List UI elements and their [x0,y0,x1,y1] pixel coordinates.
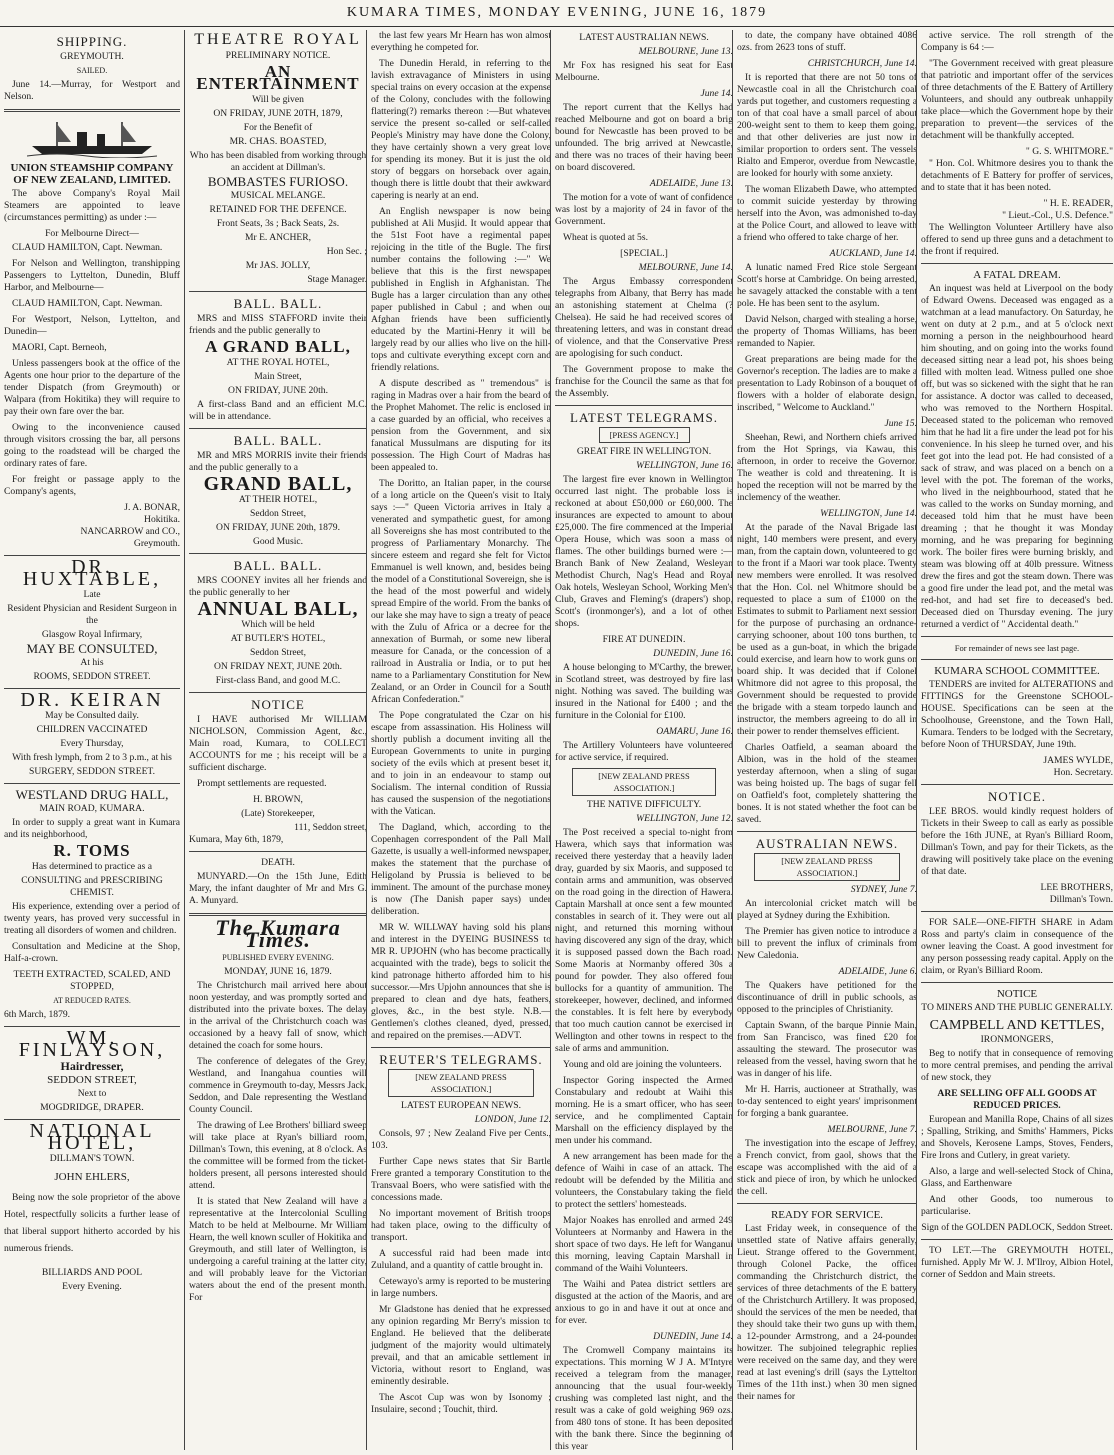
press-agency-tag: [PRESS AGENCY.] [599,427,690,443]
ready-for-service-heading: READY FOR SERVICE. [770,1209,884,1221]
usc-p4: For freight or passage apply to the Company's agents, [4,474,180,497]
finlayson-mog: MOGDRIDGE, DRAPER. [40,1102,144,1113]
ball-heading-3: BALL. BALL. [233,558,323,573]
notice-date: Kumara, May 6th, 1879, [189,834,284,845]
theatre-ancher: Mr E. ANCHER, [244,232,312,243]
usc-nelson: For Nelson and Wellington, transhipping Passengers to Lyttelton, Dunedin, Bluff Harbor, and Melbourne— [4,258,180,293]
cooney-held: Which will be held [241,619,315,630]
c6-p2: "The Government received with great pleasure that patriotic and important offer of the services of three detachments of the E Battery of Artillery Volunteers, and should any outbreak unhappily take place—which the Government hope by their preparation to prevent—the services of the detachment will be thankfully accepted. [921,58,1113,141]
c5-p16: Last Friday week, in consequence of the unsettled state of Native affairs generally, Lieut. Strange offered to the Government, through Colonel Packe, the officer commanding the Christchurch district, the services of three detachments of the E battery of the Christchurch Artillery. It was proposed, should the services of the men be needed, that they should take their two guns up with them, a 12-pounder Armstrong, and a 24-pounder howitzer. The subjoined telegraphic replies were received on the same day, and they were read at last evening's drill (says the Lyttelton Times of the 11th inst.) when 30 men signed their names for [737,1223,917,1402]
huxtable-consult: MAY BE CONSULTED, [26,641,158,656]
keiran-p5: SURGERY, SEDDON STREET. [29,766,155,777]
national-hotel-every: Every Evening. [62,1281,122,1292]
reuter-6: Mr Gladstone has denied that he expressed any opinion regarding Mr Berry's mission to England. He believed that the deliberate judgment of the majority would ultimately prevail, and that an amicable settlement in Victoria, without resort to England, was eminently desirable. [371,1304,551,1387]
huxtable-rooms: ROOMS, SEDDON STREET. [33,671,151,682]
usc-westport: For Westport, Nelson, Lyttelton, and Dunedin— [4,314,180,337]
dateline: OAMARU, June 16. [656,726,733,737]
dateline: WELLINGTON, June 12. [636,813,733,824]
lee-sig2: Dillman's Town. [1049,894,1113,905]
dateline: MELBOURNE, June 7. [827,1124,917,1135]
nz-press-tag: [NEW ZEALAND PRESS ASSOCIATION.] [754,853,900,881]
campbell-kettles-heading: CAMPBELL AND KETTLES, [929,1018,1105,1033]
usc-claud2: CLAUD HAMILTON, Capt. Newman. [12,298,163,309]
divider [371,1047,551,1048]
dateline: WELLINGTON, June 14. [820,508,917,519]
death-p: MUNYARD.—On the 15th June, Edith Mary, the infant daughter of Mr and Mrs G. A. Munyard. [189,871,367,906]
stafford-p: MRS and MISS STAFFORD invite their friends and the public generally to [189,313,367,336]
notice-sig2: (Late) Storekeeper, [241,808,315,819]
divider [4,109,180,112]
morris-p: MR and MRS MORRIS invite their friends and the public generally to a [189,450,367,473]
ck-p2: European and Manilla Rope, Chains of all sizes ; Spalling, Striking, and Smiths' Hammers, Picks and Shovels, Kerosene Lamps, Stoves, Fenders, Fire Irons and Cutlery, in great variety. [921,1114,1113,1161]
notice-p1: I HAVE authorised Mr WILLIAM NICHOLSON, Commission Agent, &c., Main road, Kumara, to COLLECT ACCOUNTS for me ; his receipt will be a sufficient discharge. [189,714,367,773]
notice-p2: Prompt settlements are requested. [197,778,327,789]
drug-p4: His experience, extending over a period of twenty years, has proved very successful in treating all disorders of women and children. [4,901,180,936]
huxtable-late: Late [83,589,101,600]
ck-p3: Also, a large and well-selected Stock of China, Glass, and Earthenware [921,1166,1113,1189]
ck-p1: Beg to notify that in consequence of removing to more central premises, and pending the arrival of new stock, they [921,1048,1113,1083]
theatre-bomb: BOMBASTES FURIOSO. [207,174,349,189]
divider [737,1203,917,1204]
huxtable-p2: Glasgow Royal Infirmary, [41,629,143,640]
c4-a5: The Argus Embassy correspondent telegraphs from Albany, that Berry has made an astonishing statement at Chelma (? Chelsea). He said he had received scores of threatening letters, and was in constant dread of violence, and that the Conservative Press are apologising for such conduct. [555,276,733,359]
kt-p3: The drawing of Lee Brothers' billiard sweep will take place at Ryan's billiard room, Dillman's Town, this evening, at 8 o'clock. As the committee will be formed from the ticket-holders present, all persons interested should attend. [189,1120,367,1191]
latest-telegrams-heading: LATEST TELEGRAMS. [570,410,718,425]
reuter-sub: LATEST EUROPEAN NEWS. [400,1100,521,1111]
c4-a6: The Government propose to make the franchise for the Council the same as that for the Assembly. [555,364,733,399]
usc-greymouth: Greymouth. [133,538,180,549]
kt-p1: The Christchurch mail arrived here about noon yesterday, and was promptly sorted and distributed into the private boxes. The delay in the arrival of the Christchurch coach was occasioned by a heavy fall of snow, which detained the coach for some hours. [189,980,367,1051]
c5-p5: David Nelson, charged with stealing a horse, the property of Thomas Williams, has been remanded to Napier. [737,314,917,349]
column-3 [366,30,551,1450]
ksc-sig: JAMES WYLDE, [1043,755,1113,766]
c5-p6: Great preparations are being made for the Governor's reception. The ladies are to make a presentation to Lady Robinson of a bouquet of flowers with a holder of elaborate design, inscribed, " Welcome to Auckland." [737,354,917,413]
ck-sell: ARE SELLING OFF ALL GOODS AT REDUCED PRICES. [937,1088,1097,1111]
reuter-1: Consols, 97 ; New Zealand Five per Cents., 103. [371,1128,551,1151]
finlayson-street: SEDDON STREET, [47,1074,137,1086]
drug-date: 6th March, 1879. [4,1009,71,1020]
divider [189,553,367,554]
special-tag: [SPECIAL.] [620,248,668,259]
ball-heading-2: BALL. BALL. [233,433,323,448]
sailed-text: June 14.—Murray, for Westport and Nelson. [4,79,180,102]
remainder-note: For remainder of news see last page. [954,643,1080,653]
cooney-date: ON FRIDAY NEXT, JUNE 20th. [213,661,343,672]
dateline: June 14. [700,88,733,99]
cooney-p: MRS COONEY invites all her friends and the public generally to her [189,575,367,598]
kt-p4: It is stated that New Zealand will have a representative at the Intercolonial Sculling Match to be held at Melbourne. Mr William Hearn, the well known sculler of Hokitika and Greymouth, and still later of Wellington, is undergoing a careful training at the latter city, and will probably leave for the Victorian waters about the end of the present month. For [189,1196,367,1303]
c5-p7: Sheehan, Rewi, and Northern chiefs arrived from the Hot Springs, via Kawau, this afternoon, in order to receive the Governor. The weather is cold and threatening. It is hoped the reception will not be marred by the inclemency of the weather. [737,432,917,503]
dateline: DUNEDIN, June 14. [653,1331,733,1342]
theatre-jolly: Mr JAS. JOLLY, [245,260,311,271]
c4-n6: The Waihi and Patea district settlers are disgusted at the action of the Maoris, and are anxious to go in and have it out at once and for ever. [555,1279,733,1326]
divider [921,263,1113,264]
reuter-3: No important movement of British troops had taken place, owing to the difficulty of transport. [371,1208,551,1243]
kumara-times-pub: PUBLISHED EVERY EVENING. [222,953,334,962]
c4-n2: Young and old are joining the volunteers. [563,1059,722,1070]
dateline: DUNEDIN, June 16. [653,648,733,659]
c4-f1: The largest fire ever known in Wellington occurred last night. The probable loss is reckoned at about £50,000 or £60,000. The insurances are expected to amount to about £25,000. The fire commenced at the Imperial Opera House, which was soon a mass of flames. The other buildings burned were :—Branch Bank of New Zealand, Wesleyan Methodist Church, Nag's Head and Royal Oak hotels, Wesleyan School, Working Men's Club, Graves and Fleming's (drapers') shop, Scott's (ironmonger's), and a lot of other shops. [555,474,733,629]
divider [189,291,367,292]
dateline: CHRISTCHURCH, June 14. [807,58,917,69]
steamship-icon [27,118,157,158]
keiran-p3: Every Thursday, [60,738,124,749]
keiran-name: DR. KEIRAN [20,689,164,711]
national-hotel-owner: JOHN EHLERS, [54,1171,130,1183]
c4-n7: The Cromwell Company maintains its expectations. This morning W J A. M'Intyre received a telegram from the manager, announcing that the usual four-weekly crushing was completed last night, and the result was a cake of gold weighing 969 ozs. from 480 tons of stone. It has been deposited with the bank there. Since the beginning of this year [555,1345,733,1450]
divider [921,659,1113,660]
divider [4,783,180,784]
morris-at: AT THEIR HOTEL, [238,494,318,505]
keiran-p2: CHILDREN VACCINATED [36,724,148,735]
kumara-times-title: The Kumara Times. [215,915,341,952]
notice2-sub: TO MINERS AND THE PUBLIC GENERALLY. [921,1002,1113,1013]
c5-p1: to date, the company have obtained 4086 ozs. from 2623 tons of stuff. [737,30,917,53]
c3-p2: The Dunedin Herald, in referring to the lavish extravagance of Ministers in using special trains on every occasion at the expense of the Colony, concludes with the following flattering(?) remarks thereon :—But whatever service the present so-called or self-called People's Ministry may have done the Colony, they have certainly shown a very great love for spending its money. But it is just the old story of beggars on horseback over again, though there is little doubt that their awkward capering is nearly at an end. [371,58,551,201]
keiran-p4: With fresh lymph, from 2 to 3 p.m., at his [12,752,172,763]
c5-p11: The Premier has given notice to introduce a bill to prevent the influx of criminals from New Caledonia. [737,926,917,961]
notice-addr: 111, Seddon street, [294,822,367,833]
divider [555,405,733,406]
c6-p1: active service. The roll strength of the Company is 64 :— [921,30,1113,53]
ck-p4: And other Goods, too numerous to particularise. [921,1194,1113,1217]
divider [921,1239,1113,1240]
morris-grand-ball: GRAND BALL, [203,473,353,495]
masthead: KUMARA TIMES, MONDAY EVENING, JUNE 16, 1879 [0,0,1114,27]
c6-sig3: " Lieut.-Col., U.S. Defence." [1002,210,1113,221]
usc-title: UNION STEAMSHIP COMPANY OF NEW ZEALAND, LIMITED. [10,162,174,186]
column-6 [916,30,1113,1450]
sailed-label: SAILED. [76,66,108,75]
reuter-tag: [NEW ZEALAND PRESS ASSOCIATION.] [388,1069,534,1097]
drug-title: WESTLAND DRUG HALL, [15,787,169,802]
lee-p: LEE BROS. would kindly request holders of Tickets in their Sweep to call as early as possible before the 16th JUNE, at Ryan's Billiard Room, Dillman's Town, and pay for their Tickets, as the drawing will positively take place on the evening of that date. [921,806,1113,877]
usc-maori: MAORI, Capt. Berneoh, [12,342,107,353]
drug-p6: TEETH EXTRACTED, SCALED, AND STOPPED, [13,969,171,992]
cooney-band: First-class Band, and good M.C. [215,675,341,686]
reuter-5: Cetewayo's army is reported to be mustering in large numbers. [371,1276,551,1299]
divider [189,428,367,429]
drug-name: R. TOMS [53,841,131,860]
dateline: MELBOURNE, June 14. [638,262,733,273]
keiran-p1: May be Consulted daily. [45,710,139,721]
theatre-heading: THEATRE ROYAL [194,31,362,48]
theatre-ret: RETAINED FOR THE DEFENCE. [209,204,347,215]
national-hotel-town: DILLMAN'S TOWN. [49,1153,135,1164]
drug-p7: AT REDUCED RATES. [53,996,131,1005]
reuter-heading: REUTER'S TELEGRAMS. [379,1052,543,1067]
death-heading: DEATH. [261,857,295,868]
c5-p13: Captain Swann, of the barque Pinnie Main, from San Francisco, was fined £20 for assaulting the steward. The prosecutor was released from the vessel, having sworn that he was in danger of his life. [737,1020,917,1079]
ironmongers-label: IRONMONGERS, [980,1034,1054,1045]
usc-hokitika: Hokitika. [144,514,180,525]
cooney-at: AT BUTLER'S HOTEL, [230,633,326,644]
c5-p14: Mr H. Harris, auctioneer at Strathally, was to-day sentenced to eight years' imprisonment for forging a bank guarantee. [737,1084,917,1119]
drug-p5: Consultation and Medicine at the Shop, Half-a-crown. [4,941,180,964]
c5-p4: A lunatic named Fred Rice stole Sergeant Scott's horse at Cambridge. On being arrested, he savagely attacked the constable with a tent pole. He has been sent to the asylum. [737,262,917,309]
c4-n1: The Post received a special to-night from Hawera, which says that information was received there yesterday that a heavily laden dray, guarded by six Maoris, and supposed to contain arms and ammunition, was observed on the road going in the direction of Hawera. Captain Marshall at once sent a few mounted constables in search of it. They were out all night, and returned this morning without having discovered any sign of the dray, which it is supposed passed down the Bach road. Some Maoris at Normanby offered 30s a pound for powder. They also offered four bullocks for a quantity of ammunition. The storekeeper, however, declined, and informed the constables. It is felt here by everybody that too much caution cannot be exercised in Wellington and other towns in respect to the sale of arms and ammunition. [555,827,733,1054]
shipping-heading: SHIPPING. [56,34,128,49]
divider [189,851,367,852]
notice2-heading: NOTICE [996,988,1038,1000]
theatre-pre: PRELIMINARY NOTICE. [225,50,331,61]
theatre-date: ON FRIDAY, JUNE 20TH, 1879, [213,108,343,119]
c4-f3: The Artillery Volunteers have volunteered for active service, if required. [555,740,733,763]
reuter-2: Further Cape news states that Sir Bartle Frere granted a temporary Constitution to the Transvaal Boers, who were satisfied with the concessions made. [371,1156,551,1203]
notice-heading: NOTICE [251,697,305,712]
ksc-p: TENDERS are invited for ALTERATIONS and FITTINGS for the Greenstone SCHOOL-HOUSE. Specifications can be seen at the Schoolhouse, Greenstone, and the Town Hall, Kumara. Tenders to be lodged with the Secretary, before Noon of THURSDAY, June 19th. [921,679,1113,750]
for-sale-p: FOR SALE—ONE-FIFTH SHARE in Adam Ross and party's claim in consequence of the owner leaving the Coast. A good investment for any person possessing ready capital. Apply on the claim, or Ryan's Billiard Room. [921,917,1113,976]
finlayson-name: WM. FINLAYSON, [18,1027,166,1061]
dateline: ADELAIDE, June 6. [838,966,917,977]
notice-sig: H. BROWN, [253,794,303,805]
divider [921,784,1113,785]
c4-n4: A new arrangement has been made for the defence of Waihi in case of an attack. The redoubt will be defended by the Militia and volunteers, the Constabulary taking the field to protect the settlers' homesteads. [555,1151,733,1210]
c5-p2: It is reported that there are not 50 tons of Newcastle coal in all the Christchurch coal yards put together, and customers requesting a ton of that coal have a small parcel of about 200-weight sent to them to keep them going, and that other deliveries are just now in similar proportion to orders sent. The vessels Rialto and Emperor, overdue from Newcastle, are looked for hourly with some anxiety. [737,72,917,179]
divider [921,911,1113,912]
dateline: WELLINGTON, June 16. [636,460,733,471]
divider [737,831,917,832]
c5-p8: At the parade of the Naval Brigade last night, 140 members were present, and every man, from the captain down, volunteered to go to the front if a Maori war took place. Twenty new members were enrolled. It was resolved that the Hon. Col. nel Whitmore should be requested to place a sum of £1000 on the Estimates to submit to Parliament next session for the purpose of purchasing an ordnance-carrying schooner, about 100 tons burthen, to be used as a gun-boat, in which the brigade could exercise, and learn how to work guns on board ship. It was decided that if Colonel Whitmore did not agree to this proposal, the Government should be requested to provide the brigade with a steam torpedo launch and instructor, the members agreeing to do all in their power to render themselves efficient. [737,522,917,737]
drug-p3: CONSULTING and PRESCRIBING CHEMIST. [21,875,163,898]
national-hotel-billiards: BILLIARDS AND POOL [41,1267,143,1278]
column-5 [732,30,917,1450]
theatre-seats: Front Seats, 3s ; Back Seats, 2s. [216,218,340,229]
dateline: MELBOURNE, June 13. [638,46,733,57]
cooney-annual-ball: ANNUAL BALL, [197,598,359,620]
stafford-grand-ball: A GRAND BALL, [205,337,351,356]
greymouth-label: GREYMOUTH. [60,51,124,62]
c6-sig2: " H. E. READER, [1043,198,1113,209]
c6-p5: An inquest was held at Liverpool on the body of Edward Owens. Deceased was engaged as a watchman at a lead manufactory. On Saturday, he went on duty at 2 p.m., and at 5 o'clock next morning a person in the neighbourhood heard him shouting, and on going into the works found deceased sitting near a lead pot, his shoes being filled with molten lead. Witness pulled one shoe off, but was so sickened with the sight that he ran for assistance. A doctor was called to deceased, who was removed to the Northern Hospital. Deceased stated to the policeman who removed him that he had lit a fire under the lead pot for his convenience. In his sleep he turned over, and his feet got into the lead pot. He had consisted of a sack of straw, and was placed on a bench on a level with the pot. The foreman of the works, who lived in the neighbourhood, stated that he was called to the works on Sunday morning, and deceased told him that he must have been dreaming ; that he thought it was Monday morning, and he was preparing for beginning work. The boiler fires were burning briskly, and steam was blowing off at 40lb pressure. Witness drew the fires and got the steam down. There was a good fire under the lead pot, and the metal was red-hot, and had set fire to deceased's bed. Deceased died on Thursday evening. The jury returned a verdict of " Accidental death." [921,283,1113,630]
theatre-who: MR. CHAS. BOASTED, [229,136,327,147]
stafford-at: AT THE ROYAL HOTEL, [226,357,330,368]
c4-a2: The report current that the Kellys had reached Melbourne and got on board a brig bound for Newcastle has been proved to be unfounded. The brig arrived at Newcastle, and there was no traces of their having been on board discovered. [555,102,733,173]
morris-date: ON FRIDAY, JUNE 20th, 1879. [216,522,340,533]
c4-n3: Inspector Goring inspected the Armed Constabulary and redoubt at Waihi this morning. He is a smart officer, who has seen service, and he complimented Captain Marshall on the efficiency displayed by the men under his command. [555,1075,733,1146]
c3-p8: MR W. WILLWAY having sold his plans and interest in the DYEING BUSINESS to MR R. UPJOHN (who has become practically acquainted with the trade), begs to solicit the kind patronage hitherto afforded him to his successor.—Mrs Upjohn announces that she is prepared to clean and dye hats, feathers, gloves, &c., in the best style. N.B.—Gentlemen's clothes cleaned, dyed, pressed, and repaired on the premises.—ADVT. [371,922,551,1041]
c6-p3: " Hon. Col. Whitmore desires you to thank the detachments of E Battery for proffer of services, and to state that it has been noted. [921,158,1113,193]
finlayson-next: Next to [77,1088,107,1099]
c4-n5: Major Noakes has enrolled and armed 249 Volunteers at Normanby and Hawera in the short space of two days. He left for Wanganui this morning, leaving Captain Marshall in command of the Waihi Volunteers. [555,1215,733,1274]
c4-a3: The motion for a vote of want of confidence was lost by a majority of 24 in favor of the Government. [555,192,733,227]
divider [189,692,367,693]
nz-press-tag: [NEW ZEALAND PRESS ASSOCIATION.] [572,768,716,796]
kumara-times-date: MONDAY, JUNE 16, 1879. [224,966,332,977]
c4-f2: A house belonging to M'Carthy, the brewer, in Scotland street, was destroyed by fire last night. Nothing was saved. The building was insured in the National for £400 ; and the furniture in the Colonial for £100. [555,662,733,721]
drug-p2: Has determined to practice as a [31,861,153,872]
theatre-who2: Who has been disabled from working through an accident at Dillman's. [189,150,367,173]
c3-p7: The Dagland, which, according to the Copenhagen correspondent of the Pall Mall Gazette, is usually a well-informed newspaper, makes the statement that the purchase of Heligoland by Prussia is believed to be imminent. The amount of the purchase money is now (The Danish paper says) under deliberation. [371,822,551,917]
column-4 [550,30,733,1450]
ksc-heading: KUMARA SCHOOL COMMITTEE. [934,665,1100,677]
huxtable-p1: Resident Physician and Resident Surgeon in the [7,603,177,626]
dateline: SYDNEY, June 7. [850,884,917,895]
c3-p1: the last few years Mr Hearn has won almost everything he competed for. [371,30,551,53]
usc-p3: Owing to the inconvenience caused through visitors crossing the bar, all persons going to the roadstead will be charged the ordinary rates of fare. [4,422,180,469]
theatre-mel: MUSICAL MELANGE. [230,190,326,201]
theatre-given: Will be given [252,94,304,105]
divider [921,982,1113,983]
national-hotel-title: NATIONAL HOTEL, [29,1120,155,1154]
drug-addr: MAIN ROAD, KUMARA. [39,803,145,814]
drug-p1: In order to supply a great want in Kumara and its neighborhood, [4,817,180,840]
theatre-ent: AN ENTERTAINMENT [196,62,360,93]
fire-dunedin-heading: FIRE AT DUNEDIN. [602,634,686,645]
australian-news-heading: AUSTRALIAN NEWS. [755,836,899,851]
c4-a4: Wheat is quoted at 5s. [563,232,648,243]
c5-p3: The woman Elizabeth Dawe, who attempted to commit suicide yesterday by throwing herself into the Avon, was admonished to-day at the Police Court, and allowed to leave with a friend who offered to take charge of her. [737,184,917,243]
fatal-dream-heading: A FATAL DREAM. [973,269,1061,281]
fire-wellington-heading: GREAT FIRE IN WELLINGTON. [576,446,712,457]
kt-p2: The conference of delegates of the Grey, Westland, and Inangahua counties will commence in Greymouth to-day, Messrs Jack, Seddon, and Dale representing the Westland County Council. [189,1056,367,1115]
c4-a1: Mr Fox has resigned his seat for East Melbourne. [555,60,733,83]
usc-melbourne: For Melbourne Direct— [45,228,139,239]
morris-st: Seddon Street, [250,508,306,519]
c6-sig1: " G. S. WHITMORE." [1025,146,1113,157]
ksc-sig2: Hon. Secretary. [1053,767,1113,778]
stafford-date: ON FRIDAY, JUNE 20th. [228,385,328,396]
usc-p2: Unless passengers book at the office of the Agents one hour prior to the departure of the tender Dispatch (from Greymouth) or Walpara (from Hokitika) they will require to pay their own fare over the bar. [4,358,180,417]
c3-p5: The Doritto, an Italian paper, in the course of a long article on the Queen's visit to Italy says :—" Queen Victoria arrives in Italy a venerated and sympathetic guest, for among all Sovereigns she has most contributed to the progress of Parliamentary Monarchy. The sincere esteem and regard she felt for Victor Emmanuel is well known, and, besides being the model of a Constitutional Sovereign, she is the head of the most powerful and widely spread Empire of the world. From the banks of our lake she may have to sign a treaty of peace with the Zulu of Africa or a decree for the annexation of Burmah, or some new liberal measure for Canada, or the concession of a railroad in Australia or India, or to put her name to a Parliamentary Constitution for New Zealand, or an Order in Council for a South African Confederation." [371,478,551,705]
aus-sub: LATEST AUSTRALIAN NEWS. [579,32,709,43]
theatre-hon: Hon Sec. ; [326,246,367,257]
c5-p9: Charles Oatfield, a seaman aboard the Albion, was in the hold of the steamer yesterday afternoon, when a sling of sugar was being hoisted up. The bags of sugar fell on Oatfield's foot, completely shattering the bones. It is not stated whether the foot can be saved. [737,742,917,825]
c5-p12: The Quakers have petitioned for the discontinuance of drill in public schools, as opposed to the principles of Christianity. [737,980,917,1015]
c3-p6: The Pope congratulated the Czar on his escape from assassination. His Holiness will shortly publish a document inviting all the European Governments to unite in purging society of the evils which at present beset it, and to join in an endeavour to stamp out Socialism. The internal condition of Russia has caused the suspension of the negotiations with the Vatican. [371,710,551,817]
reuter-4: A successful raid had been made into Zululand, and a quantity of cattle brought in. [371,1248,551,1271]
huxtable-name: DR. HUXTABLE, [22,556,162,590]
c3-p3: An English newspaper is now being published at Ali Musjid. It would appear that the 51st Foot have a regimental paper rejoicing in the title of the Bugle. The first number contains the following :—" We believe that this is the first newspaper published in English in Afghanistan. The Bugle has a larger circulation than any other paper published in Cabul ; and when our Afghan friends have been sufficiently educated by the Martini-Henry it will be largely read by our allies who live on the hill-tops and cultivate everything except corn and friendly relations. [371,206,551,373]
reuter-date: LONDON, June 12. [474,1114,551,1125]
theatre-benefit: For the Benefit of [243,122,313,133]
finlayson-trade: Hairdresser, [60,1059,124,1073]
c5-p15: The investigation into the escape of Jeffrey, a French convict, from gaol, shows that the escape was accomplished with the aid of a stick and piece of iron, by which he unlocked the cell. [737,1138,917,1197]
divider [921,636,1113,637]
stafford-st: Main Street, [254,371,302,382]
theatre-stage: Stage Manager. [307,274,367,285]
c5-p10: An intercolonial cricket match will be played at Sydney during the Exhibition. [737,898,917,921]
column-1 [4,30,180,1450]
usc-claud1: CLAUD HAMILTON, Capt. Newman. [12,242,163,253]
reuter-7: The Ascot Cup was won by Isonomy ; Insulaire, second ; Touchit, third. [371,1392,551,1415]
cooney-st: Seddon Street, [250,647,306,658]
morris-music: Good Music. [252,536,304,547]
huxtable-at: At his [80,657,104,668]
dateline: AUCKLAND, June 14. [829,248,917,259]
ck-p5: Sign of the GOLDEN PADLOCK, Seddon Street. [921,1222,1113,1233]
to-let-p: TO LET.—The GREYMOUTH HOTEL, furnished. Apply Mr W. J. M'Ilroy, Albion Hotel, corner of Seddon and Main streets. [921,1245,1113,1280]
c3-p4: A dispute described as " tremendous" is raging in Madras over a hair from the beard of the Prophet Mahomet. The relic is enclosed in a case guarded by an official, who receives a pension from the Government, and six fanatical Mussulmans are disputing for its possession. The High Court of Madras has been appealed to. [371,378,551,473]
notice-heading: NOTICE. [988,789,1046,804]
column-2 [184,30,367,1450]
dateline: June 15. [884,418,917,429]
usc-bonar: J. A. BONAR, [124,502,180,513]
usc-p1: The above Company's Royal Mail Steamers are appointed to leave (circumstances permitting) as under :— [4,188,180,223]
stafford-band: A first-class Band and an efficient M.C. will be in attendance. [189,399,367,422]
c6-p4: The Wellington Volunteer Artillery have also offered to send up three guns and a detachment to the front if required. [921,222,1113,257]
lee-sig: LEE BROTHERS, [1040,882,1113,893]
native-difficulty-heading: THE NATIVE DIFFICULTY. [586,799,702,810]
dateline: ADELAIDE, June 13. [649,178,733,189]
national-hotel-p1: Being now the sole proprietor of the above Hotel, respectfully solicits a further lease of that liberal support hitherto accorded by his numerous friends. [4,1192,180,1254]
usc-nancarrow: NANCARROW and CO., [80,526,180,537]
ball-heading-1: BALL. BALL. [233,296,323,311]
